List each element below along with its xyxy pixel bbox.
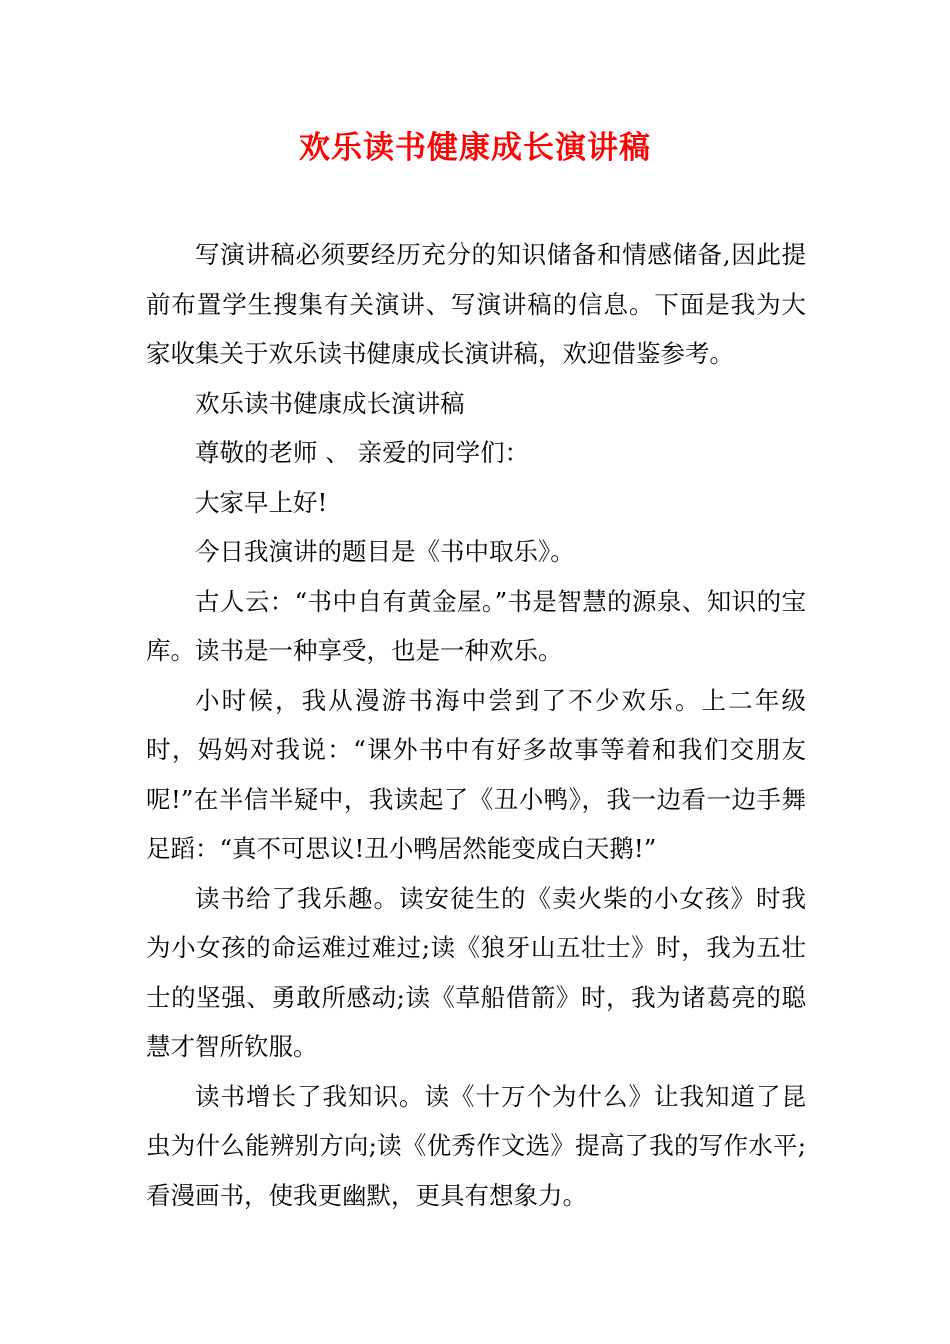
greeting-line: 大家早上好! bbox=[195, 487, 328, 517]
document-title: 欢乐读书健康成长演讲稿 bbox=[299, 130, 651, 166]
body-paragraph: 读书增长了我知识。读《十万个为什么》让我知道了昆虫为什么能辨别方向;读《优秀作文选》提高了我的写作水平;看漫画书，使我更幽默，更具有想象力。 bbox=[146, 1081, 806, 1210]
salutation-line: 尊敬的老师 、 亲爱的同学们： bbox=[195, 438, 530, 467]
intro-paragraph: 写演讲稿必须要经历充分的知识储备和情感储备,因此提前布置学生搜集有关演讲、写演讲稿的信息。下面是我为大家收集关于欢乐读书健康成长演讲稿，欢迎借鉴参考。 bbox=[146, 240, 806, 368]
topic-line: 今日我演讲的题目是《书中取乐》。 bbox=[195, 537, 575, 566]
body-paragraph: 读书给了我乐趣。读安徒生的《卖火柴的小女孩》时我为小女孩的命运难过难过;读《狼牙山五壮士》时，我为五壮士的坚强、勇敢所感动;读《草船借箭》时，我为诸葛亮的聪慧才智所钦服。 bbox=[146, 883, 806, 1061]
document-body bbox=[146, 230, 806, 1220]
body-paragraph: 古人云：“书中自有黄金屋。”书是智慧的源泉、知识的宝库。读书是一种享受，也是一种欢乐。 bbox=[146, 586, 806, 665]
body-paragraph: 小时候，我从漫游书海中尝到了不少欢乐。上二年级时，妈妈对我说：“课外书中有好多故事等着和我们交朋友呢!”在半信半疑中，我读起了《丑小鸭》，我一边看一边手舞足蹈：“真不可思议!丑小鸭居然能变成白天鹅!” bbox=[146, 685, 806, 863]
speech-title-line: 欢乐读书健康成长演讲稿 bbox=[195, 388, 465, 418]
